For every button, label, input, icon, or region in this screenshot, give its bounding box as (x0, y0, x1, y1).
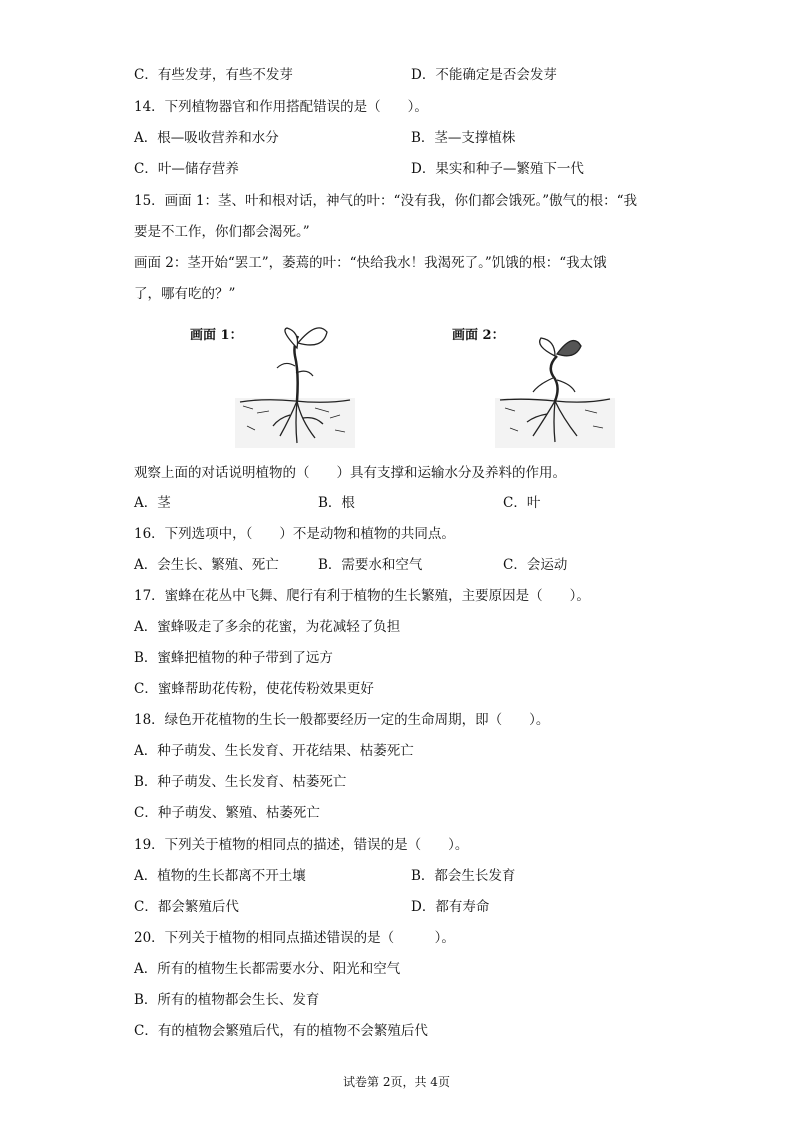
q16-option-a: A．会生长、繁殖、死亡 (134, 557, 279, 573)
q14-option-a: A．根—吸收营养和水分 (134, 130, 279, 146)
page-footer: 试卷第 2页，共 4页 (343, 1075, 450, 1089)
q17-option-a: A．蜜蜂吸走了多余的花蜜，为花减轻了负担 (134, 619, 401, 635)
plant-healthy-illustration (235, 318, 355, 448)
plant-wilting-illustration (495, 318, 615, 448)
q20-stem: 20．下列关于植物的相同点描述错误的是（ ）。 (134, 930, 455, 946)
q14-option-b: B．茎—支撑植株 (411, 130, 516, 146)
q20-option-a: A．所有的植物生长都需要水分、阳光和空气 (134, 961, 401, 977)
q13-option-d: D．不能确定是否会发芽 (411, 67, 557, 83)
q18-option-c: C．种子萌发、繁殖、枯萎死亡 (134, 805, 320, 821)
q13-option-c: C．有些发芽，有些不发芽 (134, 67, 293, 83)
q19-option-d: D．都有寿命 (411, 899, 490, 915)
q15-text-line1: 15．画面 1：茎、叶和根对话，神气的叶：“没有我，你们都会饿死。”傲气的根：“我 (134, 193, 638, 209)
q16-option-c: C．会运动 (503, 557, 568, 573)
q15-question: 观察上面的对话说明植物的（ ）具有支撑和运输水分及养料的作用。 (134, 465, 566, 481)
q15-option-a: A．茎 (134, 495, 171, 511)
q15-option-b: B．根 (318, 495, 355, 511)
q16-option-b: B．需要水和空气 (318, 557, 423, 573)
q18-stem: 18．绿色开花植物的生长一般都要经历一定的生命周期，即（ ）。 (134, 712, 550, 728)
q19-stem: 19．下列关于植物的相同点的描述，错误的是（ ）。 (134, 837, 469, 853)
q14-option-c: C．叶—储存营养 (134, 161, 239, 177)
q20-option-b: B．所有的植物都会生长、发育 (134, 992, 320, 1008)
q19-option-c: C．都会繁殖后代 (134, 899, 239, 915)
figure2-label: 画面 2： (452, 328, 505, 343)
q14-stem: 14．下列植物器官和作用搭配错误的是（ ）。 (134, 99, 428, 115)
q15-text-line3: 画面 2：茎开始“罢工”，萎蔫的叶：“快给我水！我渴死了。”饥饿的根：“我太饿 (134, 255, 607, 271)
figure1-label: 画面 1： (190, 328, 243, 343)
q14-option-d: D．果实和种子—繁殖下一代 (411, 161, 584, 177)
q15-text-line4: 了，哪有吃的？” (134, 286, 236, 302)
q17-option-c: C．蜜蜂帮助花传粉，使花传粉效果更好 (134, 681, 374, 697)
q15-option-c: C．叶 (503, 495, 541, 511)
q17-stem: 17．蜜蜂在花丛中飞舞、爬行有利于植物的生长繁殖，主要原因是（ ）。 (134, 588, 590, 604)
q18-option-b: B．种子萌发、生长发育、枯萎死亡 (134, 774, 347, 790)
q17-option-b: B．蜜蜂把植物的种子带到了远方 (134, 650, 333, 666)
q15-text-line2: 要是不工作，你们都会渴死。” (134, 224, 310, 240)
q20-option-c: C．有的植物会繁殖后代，有的植物不会繁殖后代 (134, 1023, 428, 1039)
q18-option-a: A．种子萌发、生长发育、开花结果、枯萎死亡 (134, 743, 414, 759)
q16-stem: 16．下列选项中，（ ）不是动物和植物的共同点。 (134, 526, 455, 542)
q19-option-a: A．植物的生长都离不开土壤 (134, 868, 306, 884)
q19-option-b: B．都会生长发育 (411, 868, 516, 884)
